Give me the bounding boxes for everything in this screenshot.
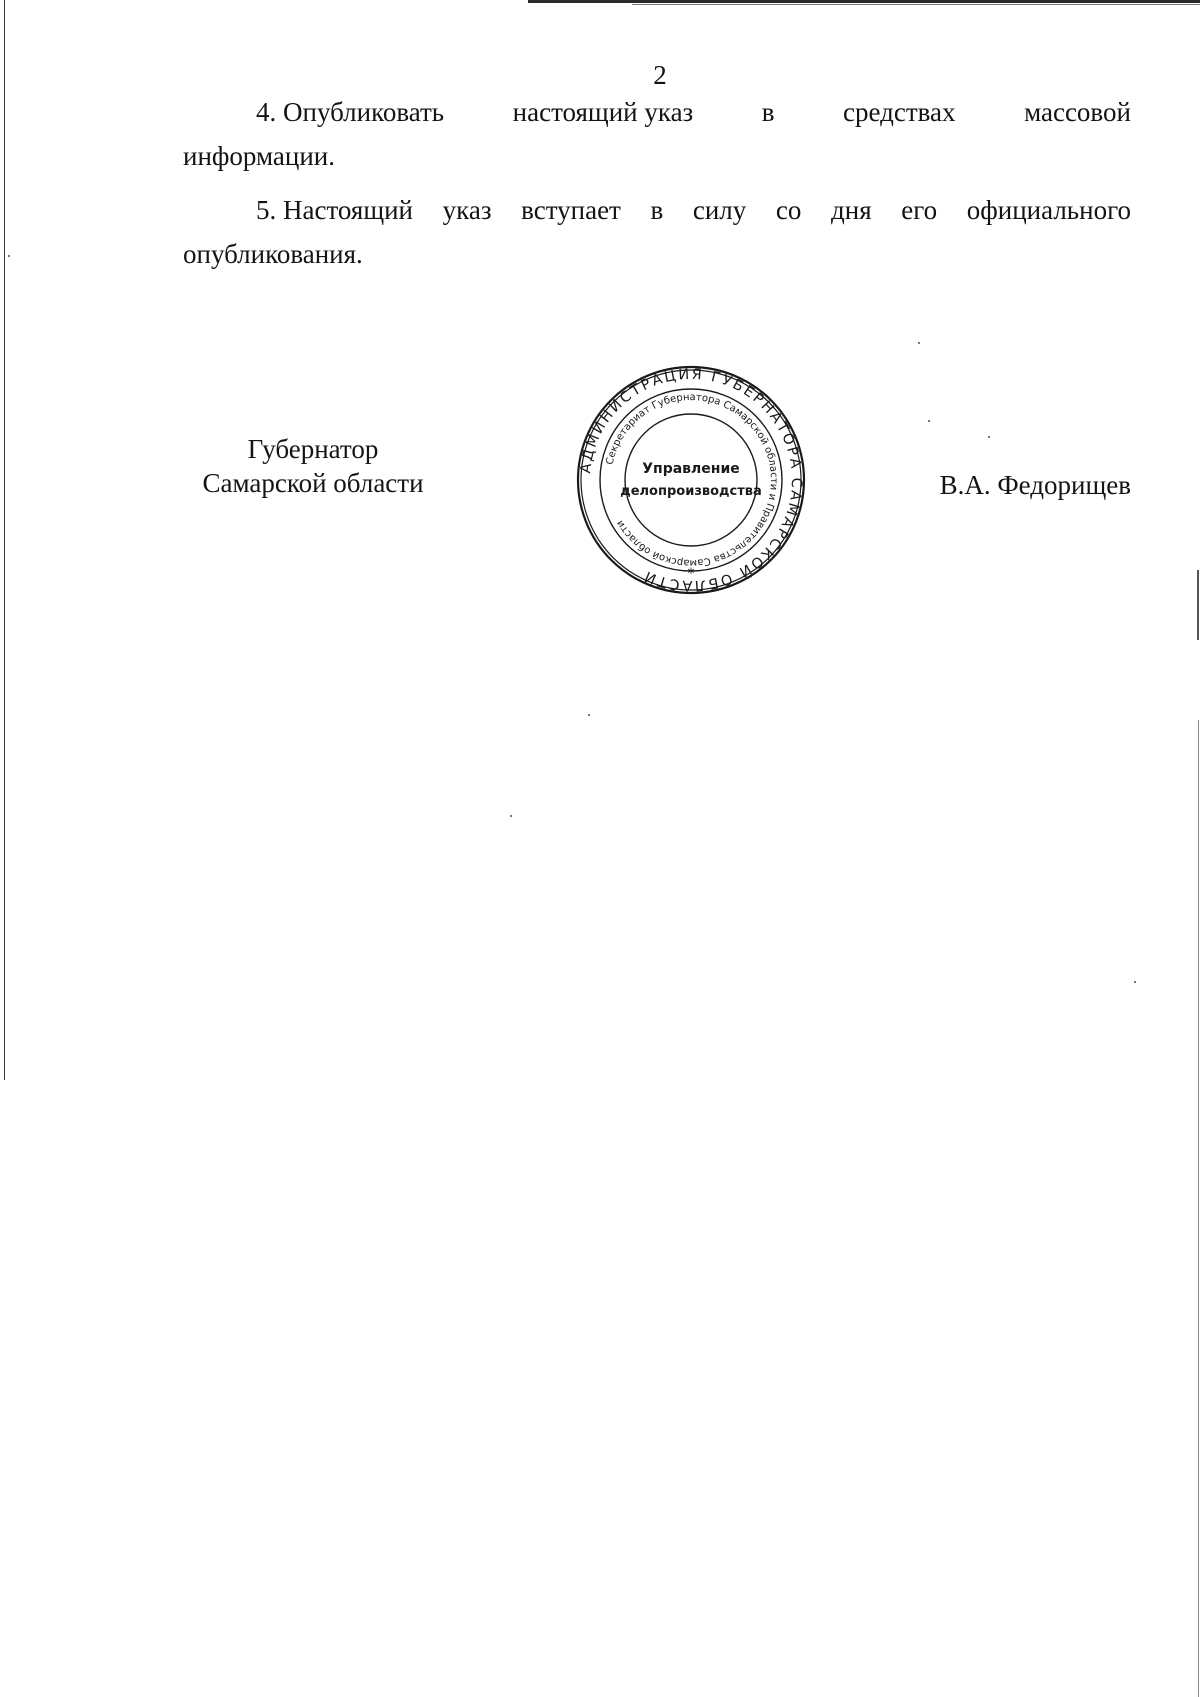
paragraph-5-line-1 (183, 188, 1131, 232)
word: вступает (521, 195, 621, 225)
word: средствах (843, 97, 956, 127)
word: официального (966, 195, 1131, 225)
word: 4. Опубликовать (256, 97, 445, 127)
signatory-title-line-2: Самарской области (202, 468, 424, 498)
scan-edge-top-thin (632, 4, 1200, 5)
seal-inner-text: Секретариат Губернатора Самарской области и Правительства Самарской области (604, 391, 780, 569)
word: указ (442, 195, 492, 225)
signatory-name: В.А. Федорищев (939, 470, 1131, 500)
seal-center-line-2: делопроизводства (620, 484, 762, 499)
paragraph-4-line-2: информации. (183, 141, 335, 171)
paragraph-4 (183, 90, 1131, 178)
seal-middle-ring (600, 389, 782, 571)
scan-edge-top (528, 0, 1200, 3)
seal-inner-ring (625, 414, 757, 546)
scan-speck (928, 420, 930, 422)
word: настоящий указ (512, 97, 694, 127)
scan-speck (988, 436, 990, 438)
word: массовой (1024, 97, 1131, 127)
scan-edge-right (1197, 570, 1199, 640)
word: его (901, 195, 938, 225)
word: 5. Настоящий (256, 195, 414, 225)
word: силу (692, 195, 747, 225)
signatory-title-line-1: Губернатор (247, 434, 379, 464)
seal-graphic (576, 365, 806, 595)
scan-speck (1134, 981, 1136, 983)
scan-speck (510, 815, 512, 817)
seal-center-line-1: Управление (642, 461, 740, 477)
scan-speck (918, 342, 920, 344)
word: в (650, 195, 664, 225)
paragraph-5-line-2: опубликования. (183, 239, 363, 269)
word: в (761, 97, 775, 127)
page-number: 2 (653, 60, 667, 90)
seal-star: * (687, 566, 695, 582)
scan-edge-left (4, 0, 5, 1080)
seal-outer-text: АДМИНИСТРАЦИЯ ГУБЕРНАТОРА САМАРСКОЙ ОБЛАСТИ (578, 366, 805, 594)
scan-speck (8, 255, 10, 257)
paragraph-5 (183, 188, 1131, 276)
scan-speck (588, 714, 590, 716)
official-seal-stamp (576, 365, 806, 595)
word: со (775, 195, 802, 225)
word: дня (831, 195, 872, 225)
signatory-title (183, 432, 443, 500)
scan-edge-right-lower (1198, 720, 1199, 1697)
paragraph-4-line-1 (183, 90, 1131, 134)
